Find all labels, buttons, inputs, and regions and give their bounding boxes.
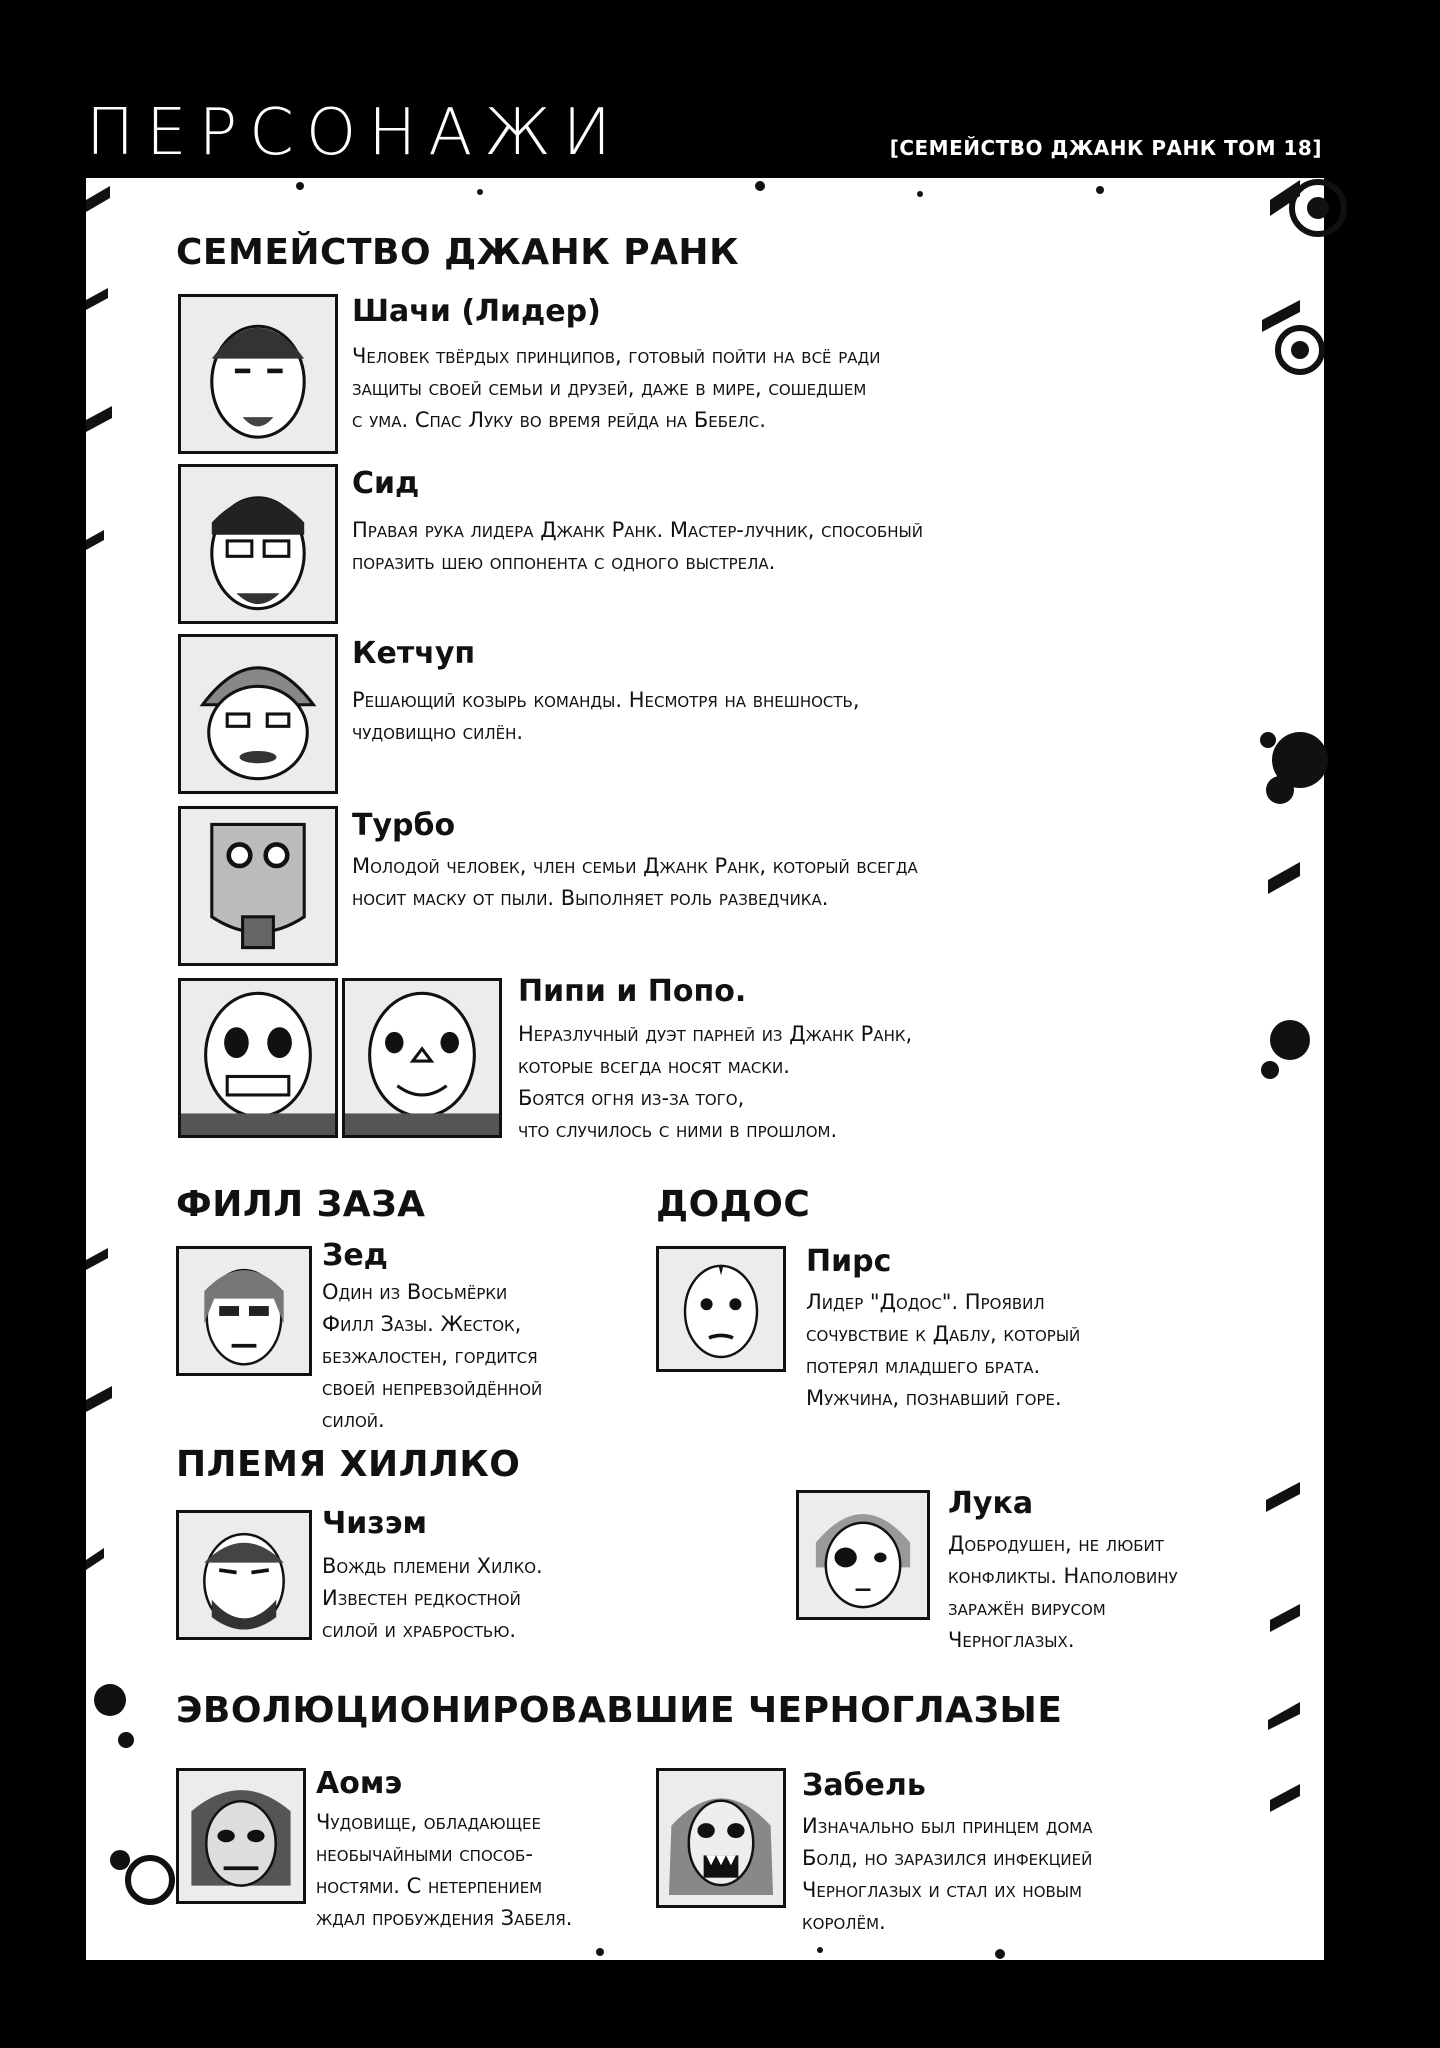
portrait-zed bbox=[176, 1246, 312, 1376]
char-desc-ketchup: Решающий козырь команды. Несмотря на внешность, чудовищно силён. bbox=[352, 688, 860, 744]
char-desc-zed: Один из Восьмёрки Филл Зазы. Жесток, безжалостен, гордится своей непревзойдённой силой. bbox=[322, 1280, 543, 1432]
char-name-ketchup: Кетчуп bbox=[352, 636, 476, 671]
page-title: ПЕРСОНАЖИ bbox=[86, 96, 623, 170]
char-name-pierce: Пирс bbox=[806, 1244, 892, 1279]
char-name-zed: Зед bbox=[322, 1238, 388, 1273]
char-desc-chizem: Вождь племени Хилко. Известен редкостной силой и храбростью. bbox=[322, 1554, 543, 1642]
char-desc-luka: Добродушен, не любит конфликты. Наполовину заражён вирусом Черноглазых. bbox=[948, 1532, 1178, 1652]
char-desc-turbo: Молодой человек, член семьи Джанк Ранк, который всегда носит маску от пыли. Выполняет роль разведчика. bbox=[352, 854, 918, 910]
portrait-pipi bbox=[178, 978, 338, 1138]
char-desc-zabel: Изначально был принцем дома Болд, но заразился инфекцией Черноглазых и стал их новым королём. bbox=[802, 1814, 1093, 1934]
char-name-shachi: Шачи (Лидер) bbox=[352, 294, 601, 329]
section-title-phil-zaza: ФИЛЛ ЗАЗА bbox=[176, 1184, 426, 1225]
portrait-zabel bbox=[656, 1768, 786, 1908]
portrait-luka bbox=[796, 1490, 930, 1620]
char-name-turbo: Турбо bbox=[352, 808, 456, 843]
char-name-luka: Лука bbox=[948, 1486, 1034, 1521]
portrait-aome bbox=[176, 1768, 306, 1904]
portrait-ketchup bbox=[178, 634, 338, 794]
char-desc-shachi: Человек твёрдых принципов, готовый пойти на всё ради защиты своей семьи и друзей, даже в мире, сошедшем с ума. Спас Луку во время рейда на Бебелс. bbox=[352, 344, 881, 432]
char-name-aome: Аомэ bbox=[316, 1766, 403, 1801]
portrait-shachi bbox=[178, 294, 338, 454]
char-name-sid: Сид bbox=[352, 466, 420, 501]
portrait-sid bbox=[178, 464, 338, 624]
portrait-pierce bbox=[656, 1246, 786, 1372]
char-desc-pipi-popo: Неразлучный дуэт парней из Джанк Ранк, которые всегда носят маски. Боятся огня из-за того, что случилось с ними в прошлом. bbox=[518, 1022, 913, 1142]
char-desc-pierce: Лидер "Додос". Проявил сочувствие к Даблу, который потерял младшего брата. Мужчина, познавший горе. bbox=[806, 1290, 1081, 1410]
portrait-chizem bbox=[176, 1510, 312, 1640]
section-title-evolved: ЭВОЛЮЦИОНИРОВАВШИЕ ЧЕРНОГЛАЗЫЕ bbox=[176, 1690, 1063, 1731]
char-name-pipi-popo: Пипи и Попо. bbox=[518, 974, 747, 1009]
section-title-junk-rank: СЕМЕЙСТВО ДЖАНК РАНК bbox=[176, 232, 739, 273]
portrait-turbo bbox=[178, 806, 338, 966]
section-title-hillko: ПЛЕМЯ ХИЛЛКО bbox=[176, 1444, 521, 1485]
section-title-dodos: ДОДОС bbox=[656, 1184, 811, 1225]
char-desc-aome: Чудовище, обладающее необычайными способ- ностями. С нетерпением ждал пробуждения Забеля. bbox=[316, 1810, 573, 1930]
char-desc-sid: Правая рука лидера Джанк Ранк. Мастер-лучник, способный поразить шею оппонента с одного выстрела. bbox=[352, 518, 924, 574]
portrait-popo bbox=[342, 978, 502, 1138]
char-name-chizem: Чизэм bbox=[322, 1506, 427, 1541]
volume-label: [СЕМЕЙСТВО ДЖАНК РАНК ТОМ 18] bbox=[889, 136, 1322, 160]
char-name-zabel: Забель bbox=[802, 1768, 926, 1803]
